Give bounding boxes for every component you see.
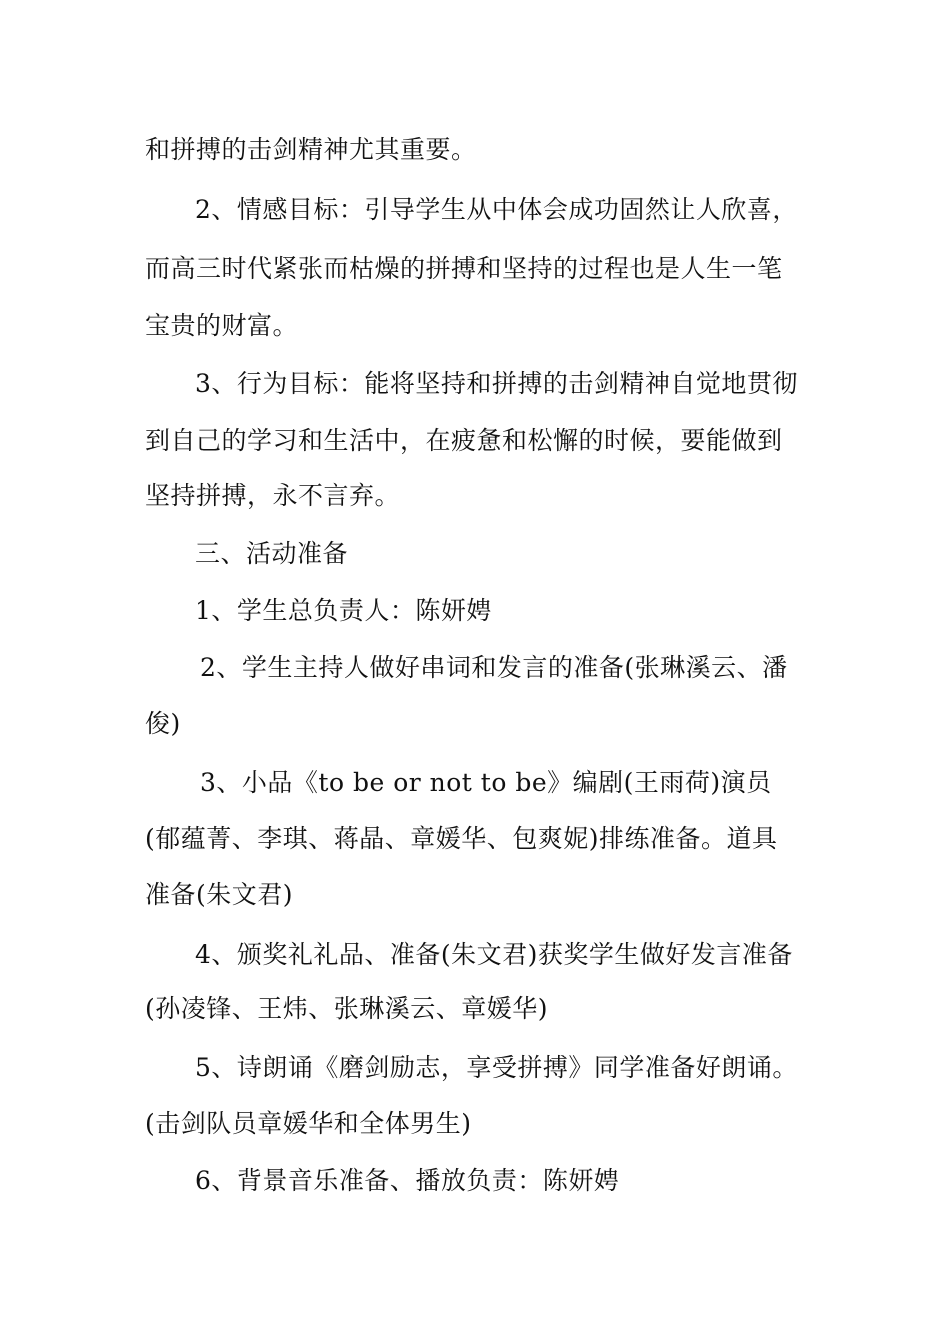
paragraph-line: 到自己的学习和生活中，在疲惫和松懈的时候，要能做到 xyxy=(145,426,783,455)
paragraph-line: 6、背景音乐准备、播放负责：陈妍娉 xyxy=(195,1166,620,1195)
paragraph-line: (击剑队员章媛华和全体男生) xyxy=(145,1109,472,1138)
paragraph-line: 3、行为目标：能将坚持和拼搏的击剑精神自觉地贯彻 xyxy=(195,369,798,398)
paragraph-line: 俊) xyxy=(145,709,181,738)
paragraph-line: 坚持拼搏，永不言弃。 xyxy=(145,481,401,510)
paragraph-line: 5、诗朗诵《磨剑励志，享受拼搏》同学准备好朗诵。 xyxy=(195,1053,798,1082)
paragraph-line: 准备(朱文君) xyxy=(145,880,294,909)
paragraph-line: (郁蕴菁、李琪、蒋晶、章媛华、包爽妮)排练准备。道具 xyxy=(145,824,778,853)
paragraph-line: 4、颁奖礼礼品、准备(朱文君)获奖学生做好发言准备 xyxy=(195,940,793,969)
paragraph-line: 和拼搏的击剑精神尤其重要。 xyxy=(145,135,477,164)
paragraph-line: 3、小品《to be or not to be》编剧(王雨荷)演员 xyxy=(200,768,772,797)
paragraph-line: 2、情感目标：引导学生从中体会成功固然让人欣喜， xyxy=(195,195,798,224)
paragraph-line: 2、学生主持人做好串词和发言的准备(张琳溪云、潘 xyxy=(200,653,788,682)
paragraph-line: 宝贵的财富。 xyxy=(145,311,299,340)
section-heading: 三、活动准备 xyxy=(195,539,349,568)
paragraph-line: 1、学生总负责人：陈妍娉 xyxy=(195,596,492,625)
paragraph-line: 而高三时代紧张而枯燥的拼搏和坚持的过程也是人生一笔 xyxy=(145,254,783,283)
paragraph-line: (孙凌锋、王炜、张琳溪云、章媛华) xyxy=(145,994,549,1023)
